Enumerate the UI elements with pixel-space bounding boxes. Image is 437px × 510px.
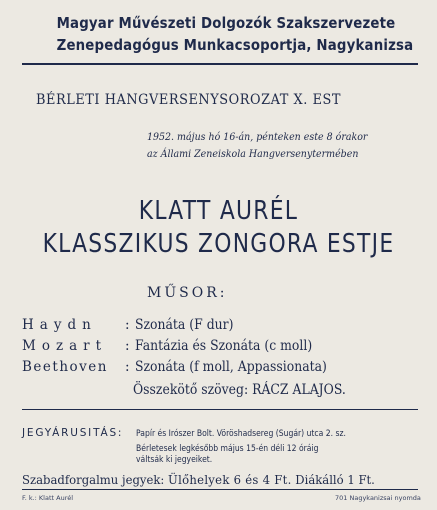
program-row: Beethoven : Szonáta (f moll, Appassionata)	[22, 359, 327, 375]
series-title: BÉRLETI HANGVERSENYSOROZAT X. EST	[36, 92, 342, 108]
connecting-text: Összekötő szöveg: RÁCZ ALAJOS.	[133, 382, 346, 398]
union-name: Magyar Művészeti Dolgozók Szakszervezete	[56, 14, 396, 32]
tickets-deadline-cont: váltsák ki jegyeiket.	[136, 455, 213, 465]
composer-name: Beethoven	[22, 359, 108, 375]
program-row: Haydn : Szonáta (F dur)	[22, 317, 234, 333]
program-row: Mozart : Fantázia és Szonáta (c moll)	[22, 338, 313, 354]
tickets-rule-top	[22, 409, 418, 410]
piece-title: Szonáta (f moll, Appassionata)	[135, 359, 327, 375]
tickets-deadline: Bérletesek legkésőbb május 15-én déli 12 óráig	[136, 444, 319, 454]
performer-name: KLATT AURÉL	[138, 196, 299, 226]
concert-title: KLASSZIKUS ZONGORA ESTJE	[42, 229, 395, 259]
composer-name: Mozart	[22, 338, 107, 354]
header-rule	[22, 63, 418, 65]
footer-publisher: F. k.: Klatt Aurél	[22, 494, 74, 502]
prices-label: Szabadforgalmu jegyek:	[22, 472, 165, 487]
footer-printer: 701 Nagykanizsai nyomda	[335, 494, 421, 502]
tickets-shop: Papír és Irószer Bolt. Vöröshadsereg (Sugár) utca 2. sz.	[136, 429, 346, 439]
standing-price: Diákálló 1 Ft.	[295, 472, 375, 487]
tickets-label: JEGYÁRUSITÁS:	[22, 427, 124, 439]
footer-rule	[22, 489, 418, 490]
piece-title: Szonáta (F dur)	[135, 317, 234, 333]
piece-title: Fantázia és Szonáta (c moll)	[135, 338, 313, 354]
event-date: 1952. május hó 16-án, pénteken este 8 órakor	[147, 131, 368, 143]
seat-prices: Ülőhelyek 6 és 4 Ft.	[168, 472, 292, 487]
event-venue: az Állami Zeneiskola Hangversenytermében	[147, 148, 359, 160]
workgroup-name: Zenepedagógus Munkacsoportja, Nagykanizsa	[56, 36, 414, 54]
ticket-prices	[22, 472, 375, 487]
program-heading: MŰSOR:	[147, 285, 228, 301]
composer-name: Haydn	[22, 317, 97, 333]
